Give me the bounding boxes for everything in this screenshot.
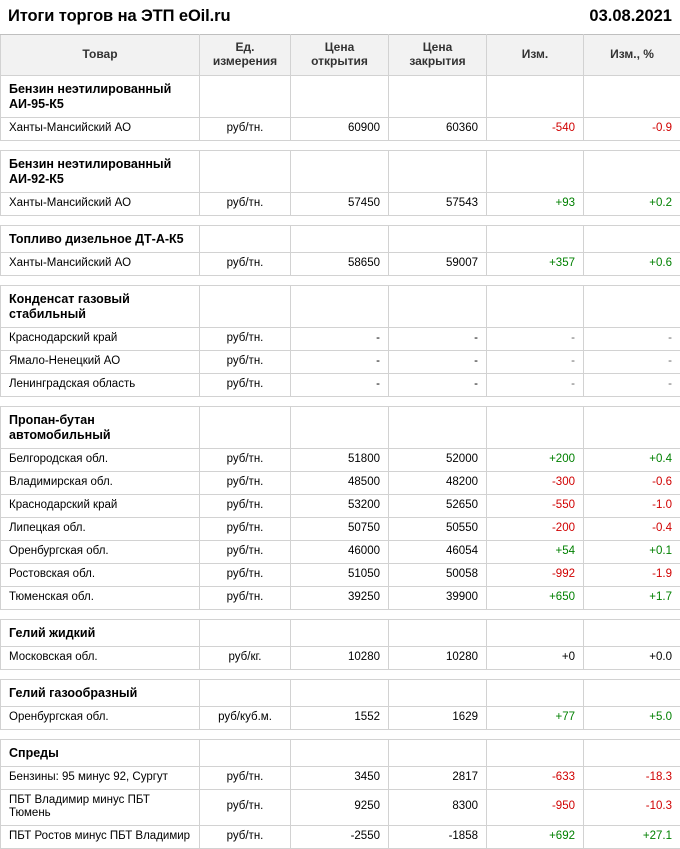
group-header-row — [1, 285, 680, 327]
row-open-price: 60900 — [291, 117, 389, 140]
row-change: - — [487, 350, 584, 373]
table-row — [1, 192, 680, 215]
row-close-price: 50550 — [389, 517, 487, 540]
row-change-pct: - — [584, 350, 680, 373]
group-empty-cell — [291, 406, 389, 448]
row-close-price: 50058 — [389, 563, 487, 586]
row-unit: руб/тн. — [200, 494, 291, 517]
row-change-pct: +0.2 — [584, 192, 680, 215]
group-header-row — [1, 75, 680, 117]
row-change-pct: -0.4 — [584, 517, 680, 540]
group-empty-cell — [200, 150, 291, 192]
page-header — [0, 0, 680, 34]
row-unit: руб/тн. — [200, 327, 291, 350]
group-header-row — [1, 679, 680, 706]
group-empty-cell — [200, 406, 291, 448]
table-row — [1, 563, 680, 586]
group-header-row — [1, 150, 680, 192]
group-empty-cell — [487, 150, 584, 192]
group-empty-cell — [200, 225, 291, 252]
row-open-price: 50750 — [291, 517, 389, 540]
group-empty-cell — [389, 739, 487, 766]
group-empty-cell — [291, 75, 389, 117]
column-header-product: Товар — [1, 35, 200, 76]
group-title: Гелий жидкий — [1, 619, 200, 646]
row-change: -540 — [487, 117, 584, 140]
row-open-price: 39250 — [291, 586, 389, 609]
row-region: Оренбургская обл. — [1, 706, 200, 729]
row-close-price: 52650 — [389, 494, 487, 517]
group-empty-cell — [200, 75, 291, 117]
row-open-price: 3450 — [291, 766, 389, 789]
group-spacer — [1, 215, 680, 225]
group-empty-cell — [291, 150, 389, 192]
column-header-change-pct: Изм., % — [584, 35, 680, 76]
group-empty-cell — [389, 406, 487, 448]
group-header-row — [1, 739, 680, 766]
group-spacer — [1, 396, 680, 406]
table-row — [1, 826, 680, 849]
column-header-unit: Ед. измерения — [200, 35, 291, 76]
row-region: Ханты-Мансийский АО — [1, 192, 200, 215]
group-empty-cell — [389, 225, 487, 252]
table-row — [1, 252, 680, 275]
row-open-price: 48500 — [291, 471, 389, 494]
row-unit: руб/кг. — [200, 646, 291, 669]
group-empty-cell — [584, 150, 680, 192]
row-region: Ленинградская область — [1, 373, 200, 396]
row-change-pct: -10.3 — [584, 789, 680, 826]
group-empty-cell — [389, 150, 487, 192]
group-title: Пропан-бутан автомобильный — [1, 406, 200, 448]
row-region: Ростовская обл. — [1, 563, 200, 586]
row-change: -300 — [487, 471, 584, 494]
row-close-price: 52000 — [389, 448, 487, 471]
table-row — [1, 373, 680, 396]
row-unit: руб/тн. — [200, 117, 291, 140]
group-header-row — [1, 619, 680, 646]
row-region: ПБТ Владимир минус ПБТ Тюмень — [1, 789, 200, 826]
table-row — [1, 117, 680, 140]
row-change-pct: +1.7 — [584, 586, 680, 609]
row-region: Краснодарский край — [1, 327, 200, 350]
row-change: +650 — [487, 586, 584, 609]
row-unit: руб/тн. — [200, 350, 291, 373]
table-row — [1, 586, 680, 609]
row-change-pct: -1.9 — [584, 563, 680, 586]
row-change-pct: - — [584, 327, 680, 350]
row-close-price: 8300 — [389, 789, 487, 826]
row-close-price: - — [389, 350, 487, 373]
group-empty-cell — [200, 739, 291, 766]
row-region: ПБТ Ростов минус ПБТ Владимир — [1, 826, 200, 849]
column-header-change: Изм. — [487, 35, 584, 76]
group-spacer — [1, 275, 680, 285]
group-empty-cell — [584, 619, 680, 646]
row-open-price: - — [291, 373, 389, 396]
row-unit: руб/тн. — [200, 517, 291, 540]
group-empty-cell — [389, 285, 487, 327]
group-empty-cell — [487, 225, 584, 252]
table-row — [1, 327, 680, 350]
report-date: 03.08.2021 — [589, 7, 672, 26]
row-change-pct: -1.0 — [584, 494, 680, 517]
group-title: Гелий газообразный — [1, 679, 200, 706]
row-unit: руб/тн. — [200, 448, 291, 471]
group-spacer — [1, 669, 680, 679]
row-change: - — [487, 373, 584, 396]
row-open-price: 53200 — [291, 494, 389, 517]
table-row — [1, 540, 680, 563]
row-open-price: - — [291, 327, 389, 350]
row-unit: руб/тн. — [200, 826, 291, 849]
row-unit: руб/тн. — [200, 563, 291, 586]
row-close-price: - — [389, 373, 487, 396]
row-unit: руб/куб.м. — [200, 706, 291, 729]
table-body — [1, 75, 680, 849]
table-row — [1, 789, 680, 826]
table-header — [1, 35, 680, 76]
row-change-pct: -0.9 — [584, 117, 680, 140]
group-empty-cell — [389, 75, 487, 117]
group-empty-cell — [487, 739, 584, 766]
row-region: Липецкая обл. — [1, 517, 200, 540]
row-change: +0 — [487, 646, 584, 669]
group-empty-cell — [200, 619, 291, 646]
row-change: -550 — [487, 494, 584, 517]
group-title: Спреды — [1, 739, 200, 766]
group-empty-cell — [291, 619, 389, 646]
row-region: Московская обл. — [1, 646, 200, 669]
row-unit: руб/тн. — [200, 789, 291, 826]
group-spacer — [1, 729, 680, 739]
column-header-open-price: Цена открытия — [291, 35, 389, 76]
group-empty-cell — [487, 619, 584, 646]
row-open-price: 46000 — [291, 540, 389, 563]
spacer-cell — [1, 215, 680, 225]
table-row — [1, 350, 680, 373]
spacer-cell — [1, 275, 680, 285]
group-title: Бензин неэтилированный АИ-92-К5 — [1, 150, 200, 192]
row-change-pct: - — [584, 373, 680, 396]
row-open-price: 1552 — [291, 706, 389, 729]
table-row — [1, 517, 680, 540]
table-row — [1, 706, 680, 729]
group-empty-cell — [584, 406, 680, 448]
row-close-price: 2817 — [389, 766, 487, 789]
row-change-pct: +27.1 — [584, 826, 680, 849]
row-region: Тюменская обл. — [1, 586, 200, 609]
row-change: -950 — [487, 789, 584, 826]
group-spacer — [1, 609, 680, 619]
row-change-pct: +0.1 — [584, 540, 680, 563]
table-header-row — [1, 35, 680, 76]
row-change: -633 — [487, 766, 584, 789]
group-spacer — [1, 140, 680, 150]
row-close-price: -1858 — [389, 826, 487, 849]
group-empty-cell — [487, 679, 584, 706]
group-empty-cell — [200, 285, 291, 327]
row-close-price: 59007 — [389, 252, 487, 275]
spacer-cell — [1, 729, 680, 739]
row-change-pct: -18.3 — [584, 766, 680, 789]
row-region: Владимирская обл. — [1, 471, 200, 494]
spacer-cell — [1, 669, 680, 679]
row-region: Оренбургская обл. — [1, 540, 200, 563]
row-close-price: 39900 — [389, 586, 487, 609]
row-change: +692 — [487, 826, 584, 849]
group-empty-cell — [389, 619, 487, 646]
results-table — [0, 34, 680, 849]
group-empty-cell — [584, 225, 680, 252]
row-unit: руб/тн. — [200, 192, 291, 215]
spacer-cell — [1, 140, 680, 150]
group-empty-cell — [291, 739, 389, 766]
group-empty-cell — [291, 285, 389, 327]
row-close-price: 60360 — [389, 117, 487, 140]
group-header-row — [1, 406, 680, 448]
row-close-price: 10280 — [389, 646, 487, 669]
row-change-pct: +0.6 — [584, 252, 680, 275]
group-empty-cell — [291, 679, 389, 706]
row-open-price: 51050 — [291, 563, 389, 586]
page-title: Итоги торгов на ЭТП eOil.ru — [8, 7, 230, 26]
table-row — [1, 448, 680, 471]
row-change: +357 — [487, 252, 584, 275]
row-change: -992 — [487, 563, 584, 586]
row-open-price: 57450 — [291, 192, 389, 215]
row-close-price: 1629 — [389, 706, 487, 729]
row-change-pct: -0.6 — [584, 471, 680, 494]
row-region: Белгородская обл. — [1, 448, 200, 471]
spacer-cell — [1, 609, 680, 619]
row-change-pct: +0.0 — [584, 646, 680, 669]
column-header-close-price: Цена закрытия — [389, 35, 487, 76]
table-row — [1, 471, 680, 494]
row-change-pct: +0.4 — [584, 448, 680, 471]
row-unit: руб/тн. — [200, 540, 291, 563]
row-region: Ямало-Ненецкий АО — [1, 350, 200, 373]
row-region: Бензины: 95 минус 92, Сургут — [1, 766, 200, 789]
row-open-price: 10280 — [291, 646, 389, 669]
row-change-pct: +5.0 — [584, 706, 680, 729]
group-empty-cell — [584, 739, 680, 766]
group-title: Конденсат газовый стабильный — [1, 285, 200, 327]
row-open-price: - — [291, 350, 389, 373]
row-region: Краснодарский край — [1, 494, 200, 517]
row-change: +54 — [487, 540, 584, 563]
group-empty-cell — [584, 679, 680, 706]
group-empty-cell — [291, 225, 389, 252]
row-close-price: 46054 — [389, 540, 487, 563]
row-open-price: -2550 — [291, 826, 389, 849]
group-empty-cell — [487, 406, 584, 448]
row-unit: руб/тн. — [200, 252, 291, 275]
row-change: +200 — [487, 448, 584, 471]
row-close-price: - — [389, 327, 487, 350]
row-region: Ханты-Мансийский АО — [1, 117, 200, 140]
group-header-row — [1, 225, 680, 252]
spacer-cell — [1, 396, 680, 406]
row-change: +77 — [487, 706, 584, 729]
row-open-price: 9250 — [291, 789, 389, 826]
group-title: Бензин неэтилированный АИ-95-К5 — [1, 75, 200, 117]
group-empty-cell — [487, 75, 584, 117]
table-row — [1, 766, 680, 789]
group-title: Топливо дизельное ДТ-А-К5 — [1, 225, 200, 252]
row-open-price: 58650 — [291, 252, 389, 275]
row-change: -200 — [487, 517, 584, 540]
row-unit: руб/тн. — [200, 766, 291, 789]
row-change: +93 — [487, 192, 584, 215]
table-row — [1, 494, 680, 517]
row-unit: руб/тн. — [200, 373, 291, 396]
row-region: Ханты-Мансийский АО — [1, 252, 200, 275]
group-empty-cell — [584, 75, 680, 117]
row-change: - — [487, 327, 584, 350]
row-close-price: 57543 — [389, 192, 487, 215]
group-empty-cell — [487, 285, 584, 327]
group-empty-cell — [389, 679, 487, 706]
row-unit: руб/тн. — [200, 471, 291, 494]
group-empty-cell — [584, 285, 680, 327]
table-row — [1, 646, 680, 669]
row-close-price: 48200 — [389, 471, 487, 494]
group-empty-cell — [200, 679, 291, 706]
row-open-price: 51800 — [291, 448, 389, 471]
row-unit: руб/тн. — [200, 586, 291, 609]
